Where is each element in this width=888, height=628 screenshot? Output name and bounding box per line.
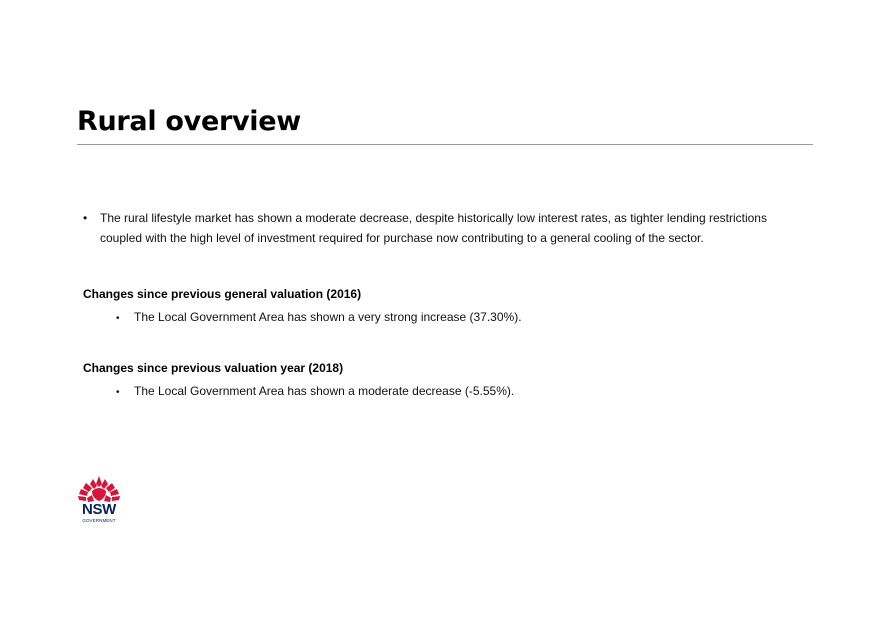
- waratah-icon: [76, 475, 122, 503]
- section-text-valuation-year: The Local Government Area has shown a moderate decrease (-5.55%).: [134, 384, 515, 398]
- section-heading-valuation-year: Changes since previous valuation year (2018): [83, 361, 344, 375]
- bullet-icon: •: [116, 313, 120, 324]
- bullet-icon: •: [83, 211, 88, 225]
- overview-text: The rural lifestyle market has shown a moderate decrease, despite historically low interest rates, as tighter lending restrictions coupled with the high level of investment required for purchase now contributing to a general cooling of the sector.: [100, 211, 767, 245]
- bullet-icon: •: [116, 387, 120, 398]
- logo-subtext: GOVERNMENT: [82, 518, 116, 523]
- section-bullet-general-valuation: [116, 310, 522, 324]
- section-heading-general-valuation: Changes since previous general valuation (2016): [83, 287, 362, 301]
- overview-bullet: [83, 209, 783, 248]
- nsw-government-logo: [76, 475, 122, 525]
- title-divider: [77, 144, 813, 145]
- section-text-general-valuation: The Local Government Area has shown a very strong increase (37.30%).: [134, 310, 522, 324]
- logo-wordmark: NSW: [81, 501, 117, 518]
- section-bullet-valuation-year: [116, 384, 514, 398]
- page-title: Rural overview: [77, 106, 301, 137]
